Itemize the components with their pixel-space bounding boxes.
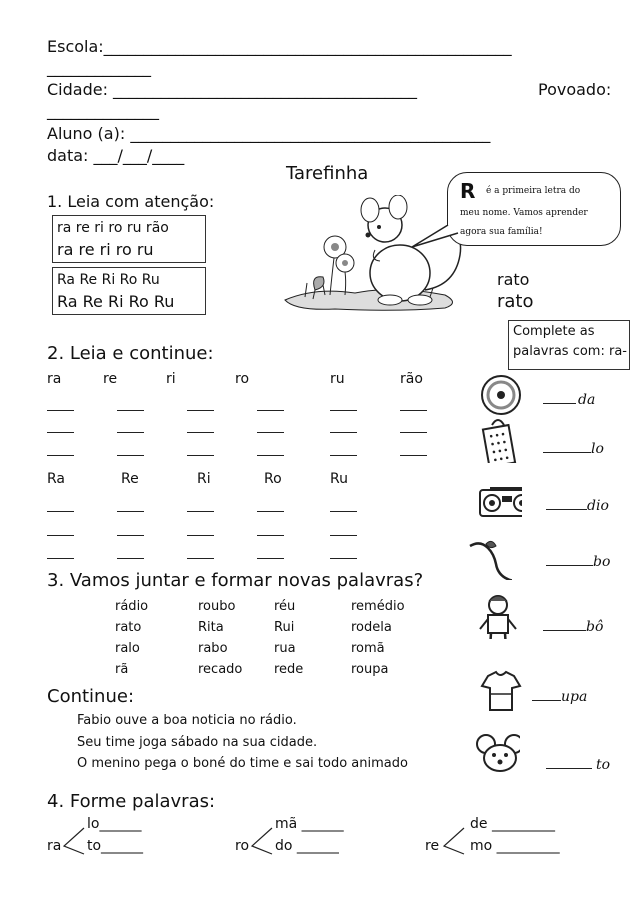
answer-line[interactable] [543,630,586,631]
lowercase-syllables-box [52,215,206,263]
syllable-Ro: Ro [264,471,282,487]
date-field[interactable]: data: ___/___/____ [47,146,185,165]
word: rede [274,662,304,677]
rato-word-2: rato [497,291,534,312]
section2-heading: 2. Leia e continue: [47,343,214,364]
complete-instruction-line2: palavras com: ra- [513,344,627,359]
word: rua [274,641,296,656]
uppercase-syllables-line2: Ra Re Ri Ro Ru [57,292,175,311]
section4-heading: 4. Forme palavras: [47,791,216,812]
re-top-word[interactable]: de _________ [470,816,555,832]
lowercase-syllables-line2: ra re ri ro ru [57,240,154,259]
rato-word-1: rato [497,270,530,289]
word: recado [198,662,243,677]
syllable-Ru: Ru [330,471,348,487]
answer-line[interactable] [532,700,561,701]
answer-line[interactable] [543,452,591,453]
village-label: Povoado: [538,80,612,99]
re-branch-icon [442,826,466,856]
school-field[interactable]: Escola:___________________________________________________ [47,37,512,56]
ra-top-word[interactable]: lo______ [87,816,142,832]
section3-heading: 3. Vamos juntar e formar novas palavras? [47,570,424,591]
syllable-ra: ra [47,371,62,387]
answer-line[interactable] [546,768,592,769]
bubble-letter: R [460,179,476,203]
continue-heading: Continue: [47,686,135,707]
uppercase-syllables-box [52,267,206,315]
cd-disc-icon [478,372,524,418]
syllable-re: re [103,371,118,387]
continue-sentence-3: O menino pega o boné do time e sai todo animado [77,756,408,771]
syllable-ro: ro [235,371,250,387]
word: romã [351,641,385,656]
page-title: Tarefinha [286,163,369,184]
lowercase-syllables-line1: ra re ri ro ru rão [57,220,169,236]
ro-top-word[interactable]: mã ______ [275,816,344,832]
word: Rita [198,620,224,635]
complete-instruction-line1: Complete as [513,324,595,339]
picture-suffix: lo [591,441,604,457]
word: rodela [351,620,392,635]
word: rã [115,662,129,677]
mouse-illustration [275,195,470,315]
picture-suffix: bo [593,554,611,570]
ra-branch-icon [62,826,86,856]
city-field[interactable]: Cidade: ______________________________________ [47,80,418,99]
village-field[interactable]: ______________ [47,101,159,120]
re-bottom-word[interactable]: mo _________ [470,838,560,854]
bubble-text-line3: agora sua família! [460,227,543,237]
syllable-Re: Re [121,471,139,487]
word: ralo [115,641,140,656]
syllable-rao: rão [400,371,423,387]
re-root: re [425,838,440,854]
answer-line[interactable] [546,509,587,510]
word: remédio [351,599,405,614]
word: rato [115,620,142,635]
shirt-icon [478,668,524,714]
syllable-ri: ri [166,371,176,387]
continue-sentence-2: Seu time joga sábado na sua cidade. [77,735,318,750]
picture-suffix: bô [586,619,604,635]
section1-heading: 1. Leia com atenção: [47,192,215,211]
speech-bubble [447,172,621,246]
bubble-text-line1: é a primeira letra do [486,186,581,196]
ro-branch-icon [250,826,274,856]
picture-suffix: upa [561,689,588,705]
answer-line[interactable] [543,403,576,404]
syllable-ru: ru [330,371,345,387]
word: Rui [274,620,295,635]
mouse-tail-icon [466,534,512,580]
continue-sentence-1: Fabio ouve a boa noticia no rádio. [77,713,297,728]
picture-suffix: da [578,392,596,408]
word: réu [274,599,296,614]
bubble-text-line2: meu nome. Vamos aprender [460,208,588,218]
radio-icon [476,480,522,526]
ra-root: ra [47,838,62,854]
word: roupa [351,662,389,677]
boy-icon [476,593,522,639]
grater-icon [478,417,524,463]
school-field-continuation[interactable]: _____________ [47,58,151,77]
ra-bottom-word[interactable]: to______ [87,838,144,854]
mouse-face-icon [474,732,520,778]
ro-bottom-word[interactable]: do ______ [275,838,339,854]
syllable-Ri: Ri [197,471,211,487]
uppercase-syllables-line1: Ra Re Ri Ro Ru [57,272,160,288]
word: rádio [115,599,149,614]
picture-suffix: dio [587,498,609,514]
picture-suffix: to [596,757,611,773]
word: roubo [198,599,236,614]
answer-line[interactable] [546,565,593,566]
complete-instruction-box [508,320,630,370]
ro-root: ro [235,838,250,854]
bubble-tail [410,225,460,255]
word: rabo [198,641,228,656]
syllable-Ra: Ra [47,471,65,487]
student-field[interactable]: Aluno (a): _____________________________________________ [47,124,491,143]
